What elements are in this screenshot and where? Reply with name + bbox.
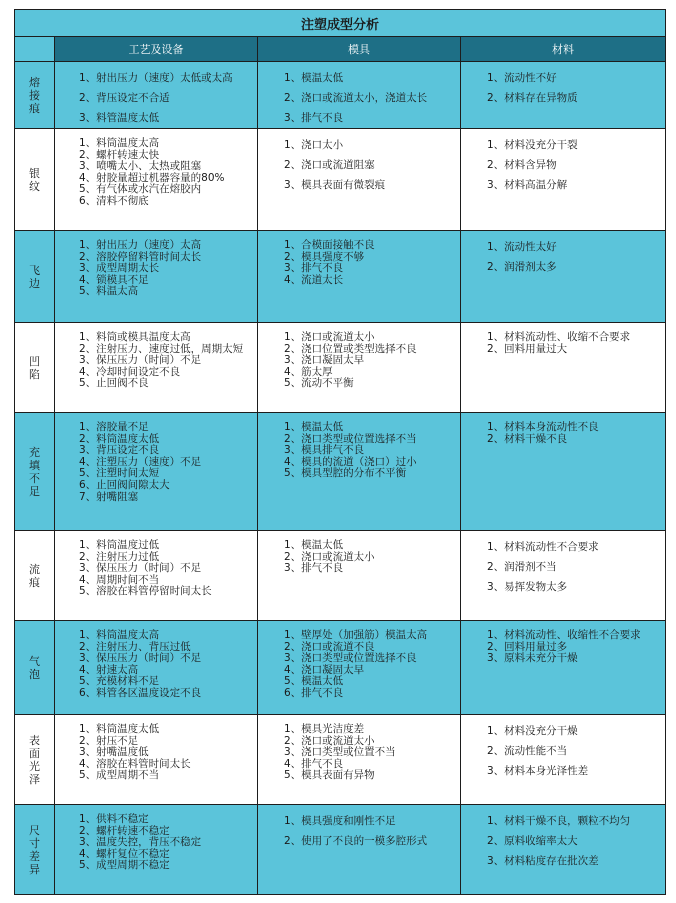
- process-list: [79, 240, 257, 298]
- row-label: 气泡: [29, 654, 40, 681]
- mold-cell: [258, 62, 461, 129]
- list-item: 3、原料未充分干燥: [487, 652, 578, 665]
- mold-list: [284, 811, 460, 851]
- material-cell: [461, 129, 666, 231]
- list-item: 6、料管各区温度设定不良: [79, 686, 202, 699]
- list-item: 5、成型周期不当: [79, 769, 160, 782]
- material-list: [487, 811, 665, 871]
- list-item: 2、材料存在异物质: [487, 92, 578, 104]
- header-row: [15, 37, 666, 62]
- process-list: [79, 724, 257, 782]
- material-cell: [461, 805, 666, 895]
- table-body: [15, 62, 666, 895]
- list-item: 2、使用了不良的一模多腔形式: [284, 835, 428, 847]
- list-item: 1、材料没充分干裂: [487, 139, 578, 151]
- row-label-cell: [15, 129, 55, 231]
- process-list: [79, 422, 257, 503]
- mold-cell: [258, 413, 461, 531]
- list-item: 6、止回阀间隙太大: [79, 478, 170, 491]
- process-list: [79, 138, 257, 208]
- list-item: 5、止回阀不良: [79, 377, 149, 390]
- material-cell: [461, 413, 666, 531]
- table-row: [15, 323, 666, 413]
- list-item: 3、排气不良: [284, 262, 344, 275]
- list-item: 2、润滑剂太多: [487, 261, 557, 273]
- list-item: 5、有气体或水汽在熔胶内: [79, 183, 202, 196]
- list-item: 2、回料用量过多: [487, 640, 568, 653]
- header-corner: [15, 37, 55, 62]
- list-item: 3、排气不良: [284, 562, 344, 575]
- process-list: [79, 68, 257, 128]
- list-item: 2、浇口或流道太小: [284, 734, 375, 747]
- list-item: 5、注塑时间太短: [79, 467, 160, 480]
- list-item: 1、材料流动性不合要求: [487, 541, 599, 553]
- row-label: 凹陷: [29, 354, 40, 381]
- process-cell: [55, 62, 258, 129]
- row-label-cell: [15, 62, 55, 129]
- list-item: 3、射嘴温度低: [79, 746, 149, 759]
- material-cell: [461, 715, 666, 805]
- list-item: 1、料筒温度过低: [79, 539, 160, 551]
- list-item: 5、模具表面有异物: [284, 769, 375, 782]
- process-cell: [55, 413, 258, 531]
- material-cell: [461, 323, 666, 413]
- list-item: 2、浇口类型或位置选择不当: [284, 432, 417, 445]
- mold-cell: [258, 323, 461, 413]
- list-item: 1、流动性太好: [487, 241, 557, 253]
- list-item: 1、溶胶量不足: [79, 421, 149, 433]
- list-item: 4、射胶量超过机器容量的80%: [79, 171, 225, 184]
- process-list: [79, 814, 257, 872]
- list-item: 1、供料不稳定: [79, 813, 149, 825]
- material-list: [487, 135, 665, 195]
- list-item: 5、溶胶在料管停留时间太长: [79, 585, 212, 598]
- list-item: 2、料筒温度太低: [79, 432, 160, 445]
- material-list: [487, 332, 665, 355]
- list-item: 3、材料粘度存在批次差: [487, 855, 599, 867]
- process-list: [79, 630, 257, 700]
- list-item: 2、背压设定不合适: [79, 92, 170, 104]
- list-item: 1、模具强度和刚性不足: [284, 815, 396, 827]
- table-row: [15, 231, 666, 323]
- list-item: 4、冷却时间设定不良: [79, 365, 181, 378]
- material-list: [487, 630, 665, 665]
- material-cell: [461, 231, 666, 323]
- mold-list: [284, 68, 460, 128]
- mold-list: [284, 422, 460, 480]
- process-list: [79, 540, 257, 598]
- mold-list: [284, 135, 460, 195]
- list-item: 1、合模面接触不良: [284, 239, 375, 251]
- process-cell: [55, 805, 258, 895]
- list-item: 4、流道太长: [284, 273, 344, 286]
- material-list: [487, 237, 665, 277]
- material-list: [487, 68, 665, 108]
- row-label: 银纹: [29, 166, 40, 193]
- process-cell: [55, 323, 258, 413]
- header-material: 材料: [461, 37, 666, 62]
- mold-cell: [258, 531, 461, 621]
- table-row: [15, 413, 666, 531]
- list-item: 1、材料流动性、收缩性不合要求: [487, 629, 641, 641]
- list-item: 1、浇口太小: [284, 139, 344, 151]
- list-item: 2、浇口或流道太小，浇道太长: [284, 92, 428, 104]
- mold-list: [284, 724, 460, 782]
- list-item: 3、成型周期太长: [79, 262, 160, 275]
- material-list: [487, 422, 665, 445]
- table-row: [15, 62, 666, 129]
- list-item: 1、壁厚处（加强筋）模温太高: [284, 629, 428, 641]
- mold-cell: [258, 805, 461, 895]
- list-item: 2、射压不足: [79, 734, 139, 747]
- list-item: 2、模具强度不够: [284, 250, 365, 263]
- list-item: 3、浇口类型或位置选择不良: [284, 652, 417, 665]
- list-item: 4、溶胶在料管时间太长: [79, 757, 191, 770]
- list-item: 1、模温太低: [284, 421, 344, 433]
- list-item: 1、浇口或流道太小: [284, 331, 375, 343]
- list-item: 3、排气不良: [284, 112, 344, 124]
- list-item: 1、料筒温度太低: [79, 723, 160, 735]
- list-item: 3、保压压力（时间）不足: [79, 652, 202, 665]
- list-item: 4、螺杆复位不稳定: [79, 847, 170, 860]
- mold-cell: [258, 231, 461, 323]
- list-item: 2、溶胶停留料管时间太长: [79, 250, 202, 263]
- process-cell: [55, 715, 258, 805]
- list-item: 1、模温太低: [284, 539, 344, 551]
- table-title: 注塑成型分析: [15, 10, 666, 37]
- row-label-cell: [15, 231, 55, 323]
- list-item: 3、材料高温分解: [487, 179, 568, 191]
- material-list: [487, 537, 665, 597]
- list-item: 2、注射压力、速度过低，周期太短: [79, 342, 244, 355]
- process-list: [79, 332, 257, 390]
- list-item: 2、原料收缩率太大: [487, 835, 578, 847]
- injection-molding-analysis-table: [14, 9, 666, 895]
- list-item: 2、润滑剂不当: [487, 561, 557, 573]
- list-item: 7、射嘴阻塞: [79, 490, 139, 503]
- list-item: 2、螺杆转速不稳定: [79, 824, 170, 837]
- list-item: 4、排气不良: [284, 757, 344, 770]
- material-cell: [461, 621, 666, 715]
- row-label-cell: [15, 715, 55, 805]
- list-item: 4、模具的流道（浇口）过小: [284, 455, 417, 468]
- process-cell: [55, 531, 258, 621]
- list-item: 2、浇口或流道太小: [284, 550, 375, 563]
- material-list: [487, 721, 665, 781]
- list-item: 3、喷嘴太小、太热或阻塞: [79, 160, 202, 173]
- row-label: 飞边: [29, 263, 40, 290]
- list-item: 3、浇口凝固太早: [284, 354, 365, 367]
- mold-list: [284, 240, 460, 286]
- process-cell: [55, 129, 258, 231]
- list-item: 4、周期时间不当: [79, 573, 160, 586]
- list-item: 2、浇口位置或类型选择不良: [284, 342, 417, 355]
- mold-cell: [258, 621, 461, 715]
- list-item: 2、注射压力过低: [79, 550, 160, 563]
- row-label-cell: [15, 531, 55, 621]
- list-item: 3、背压设定不良: [79, 444, 160, 457]
- list-item: 5、模具型腔的分布不平衡: [284, 467, 407, 480]
- row-label-cell: [15, 805, 55, 895]
- row-label: 流痕: [29, 562, 40, 589]
- list-item: 5、料温太高: [79, 285, 139, 298]
- list-item: 1、材料没充分干燥: [487, 725, 578, 737]
- list-item: 1、射出压力（速度）太高: [79, 239, 202, 251]
- header-process: 工艺及设备: [55, 37, 258, 62]
- list-item: 2、材料干燥不良: [487, 432, 568, 445]
- list-item: 5、模温太低: [284, 675, 344, 688]
- list-item: 6、清料不彻底: [79, 194, 149, 207]
- list-item: 4、注塑压力（速度）不足: [79, 455, 202, 468]
- list-item: 6、排气不良: [284, 686, 344, 699]
- mold-list: [284, 332, 460, 390]
- list-item: 2、浇口或流道阻塞: [284, 159, 375, 171]
- table-row: [15, 129, 666, 231]
- mold-list: [284, 630, 460, 700]
- list-item: 3、浇口类型或位置不当: [284, 746, 396, 759]
- list-item: 1、料筒或模具温度太高: [79, 331, 191, 343]
- list-item: 4、锁模具不足: [79, 273, 149, 286]
- list-item: 1、材料本身流动性不良: [487, 421, 599, 433]
- mold-list: [284, 540, 460, 575]
- list-item: 2、螺杆转速太快: [79, 148, 160, 161]
- mold-cell: [258, 715, 461, 805]
- list-item: 1、料筒温度太高: [79, 629, 160, 641]
- list-item: 3、模具排气不良: [284, 444, 365, 457]
- list-item: 2、浇口或流道不良: [284, 640, 375, 653]
- analysis-table-wrapper: [14, 9, 665, 895]
- header-mold: 模具: [258, 37, 461, 62]
- list-item: 4、浇口凝固太早: [284, 663, 365, 676]
- row-label: 熔接痕: [29, 75, 40, 115]
- table-row: [15, 621, 666, 715]
- row-label-cell: [15, 621, 55, 715]
- list-item: 2、回料用量过大: [487, 342, 568, 355]
- mold-cell: [258, 129, 461, 231]
- list-item: 2、流动性能不当: [487, 745, 568, 757]
- list-item: 3、温度失控，背压不稳定: [79, 836, 202, 849]
- list-item: 3、保压压力（时间）不足: [79, 562, 202, 575]
- row-label: 表面光泽: [29, 733, 40, 786]
- list-item: 5、充模材料不足: [79, 675, 160, 688]
- list-item: 5、流动不平衡: [284, 377, 354, 390]
- row-label-cell: [15, 323, 55, 413]
- list-item: 1、射出压力（速度）太低或太高: [79, 72, 233, 84]
- row-label-cell: [15, 413, 55, 531]
- list-item: 2、材料含异物: [487, 159, 557, 171]
- process-cell: [55, 231, 258, 323]
- list-item: 3、材料本身光泽性差: [487, 765, 589, 777]
- title-row: [15, 10, 666, 37]
- list-item: 1、料筒温度太高: [79, 137, 160, 149]
- list-item: 1、模具光洁度差: [284, 723, 365, 735]
- list-item: 5、成型周期不稳定: [79, 859, 170, 872]
- process-cell: [55, 621, 258, 715]
- list-item: 1、流动性不好: [487, 72, 557, 84]
- table-row: [15, 531, 666, 621]
- list-item: 4、射速太高: [79, 663, 139, 676]
- list-item: 1、材料流动性、收缩不合要求: [487, 331, 631, 343]
- row-label: 充填不足: [29, 445, 40, 498]
- list-item: 3、保压压力（时间）不足: [79, 354, 202, 367]
- row-label: 尺寸差异: [29, 823, 40, 876]
- material-cell: [461, 62, 666, 129]
- table-row: [15, 805, 666, 895]
- list-item: 3、料管温度太低: [79, 112, 160, 124]
- list-item: 1、材料干燥不良，颗粒不均匀: [487, 815, 631, 827]
- list-item: 3、模具表面有微裂痕: [284, 179, 386, 191]
- list-item: 4、筋太厚: [284, 365, 333, 378]
- material-cell: [461, 531, 666, 621]
- list-item: 1、模温太低: [284, 72, 344, 84]
- list-item: 3、易挥发物太多: [487, 581, 568, 593]
- table-row: [15, 715, 666, 805]
- list-item: 2、注射压力、背压过低: [79, 640, 191, 653]
